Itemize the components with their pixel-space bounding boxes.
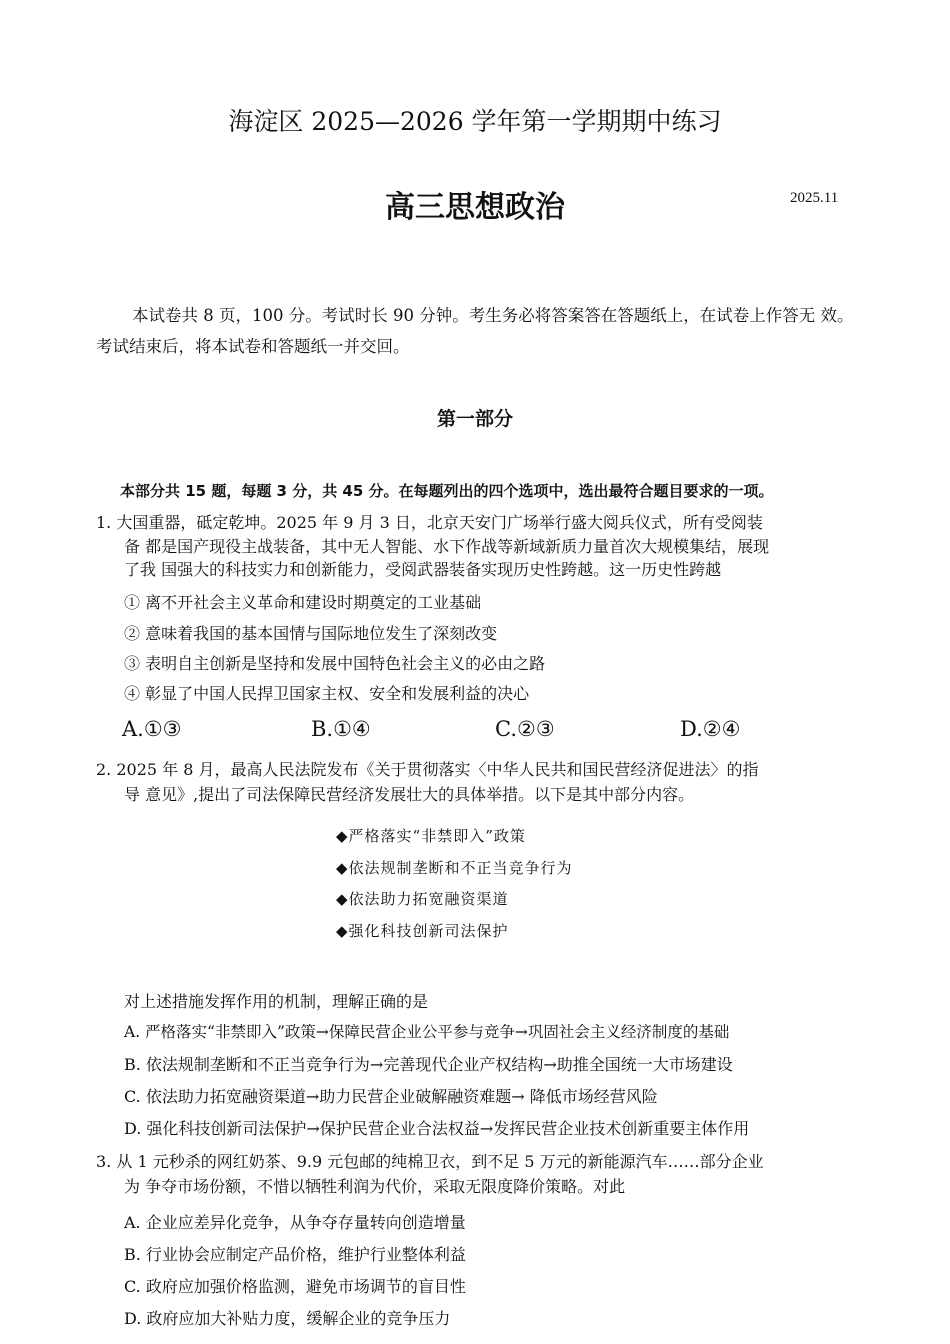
q2-bullet-2: ◆依法规制垄断和不正当竞争行为 [336,859,573,877]
intro-paragraph: 本试卷共 8 页，100 分。考试时长 90 分钟。考生务必将答案答在答题纸上，在试卷上作答无 效。考试结束后，将本试卷和答题纸一并交回。 [96,306,854,356]
subject-title: 高三思想政治 [385,190,565,225]
q2-bullet-4: ◆强化科技创新司法保护 [336,922,509,940]
q1-statement-4: ④ 彰显了中国人民捍卫国家主权、安全和发展利益的决心 [124,684,530,703]
q3-option-a: A. 企业应差异化竞争，从争夺存量转向创造增量 [124,1213,466,1232]
part-instruction: 本部分共 15 题，每题 3 分，共 45 分。在每题列出的四个选项中，选出最符合题目要求的一项。 [120,482,774,500]
q1-statement-2: ② 意味着我国的基本国情与国际地位发生了深刻改变 [124,624,498,643]
exam-title: 海淀区 2025—2026 学年第一学期期中练习 [228,107,722,136]
q1-line-3: 了我 国强大的科技实力和创新能力，受阅武器装备实现历史性跨越。这一历史性跨越 [124,560,722,579]
q3-option-c: C. 政府应加强价格监测，避免市场调节的盲目性 [124,1277,466,1296]
q1-line-2: 备 都是国产现役主战装备，其中无人智能、水下作战等新域新质力量首次大规模集结，展现 [124,537,770,556]
q3-line-1: 3. 从 1 元秒杀的网红奶茶、9.9 元包邮的纯棉卫衣，到不足 5 万元的新能源汽车……部分企业 [96,1152,764,1171]
q2-option-b: B. 依法规制垄断和不正当竞争行为→完善现代企业产权结构→助推全国统一大市场建设 [124,1055,733,1074]
q3-option-b: B. 行业协会应制定产品价格，维护行业整体利益 [124,1245,466,1264]
q1-statement-3: ③ 表明自主创新是坚持和发展中国特色社会主义的必由之路 [124,654,546,673]
q1-option-b: B.①④ [311,717,371,741]
q3-line-2: 为 争夺市场份额，不惜以牺牲利润为代价，采取无限度降价策略。对此 [124,1177,626,1196]
q1-option-d: D.②④ [680,717,741,741]
q2-option-a: A. 严格落实“非禁即入”政策→保障民营企业公平参与竞争→巩固社会主义经济制度的基础 [124,1023,730,1041]
q1-option-c: C.②③ [495,717,555,741]
exam-date: 2025.11 [790,190,839,206]
q2-line-2: 导 意见》,提出了司法保障民营经济发展壮大的具体举措。以下是其中部分内容。 [124,785,695,804]
q3-option-d: D. 政府应加大补贴力度，缓解企业的竞争压力 [124,1309,451,1328]
part-title: 第一部分 [436,408,513,430]
q2-option-c: C. 依法助力拓宽融资渠道→助力民营企业破解融资难题→ 降低市场经营风险 [124,1087,658,1106]
q2-stem: 对上述措施发挥作用的机制，理解正确的是 [124,992,429,1011]
q2-bullet-3: ◆依法助力拓宽融资渠道 [336,890,509,908]
q2-option-d: D. 强化科技创新司法保护→保护民营企业合法权益→发挥民营企业技术创新重要主体作用 [124,1119,750,1138]
q1-option-a: A.①③ [122,717,182,741]
q2-line-1: 2. 2025 年 8 月，最高人民法院发布《关于贯彻落实〈中华人民共和国民营经济促进法〉的指 [96,760,759,779]
q1-line-1: 1. 大国重器，砥定乾坤。2025 年 9 月 3 日，北京天安门广场举行盛大阅兵仪式，所有受阅装 [96,513,763,532]
q1-statement-1: ① 离不开社会主义革命和建设时期奠定的工业基础 [124,593,482,612]
q2-bullet-1: ◆严格落实“非禁即入”政策 [336,827,526,845]
